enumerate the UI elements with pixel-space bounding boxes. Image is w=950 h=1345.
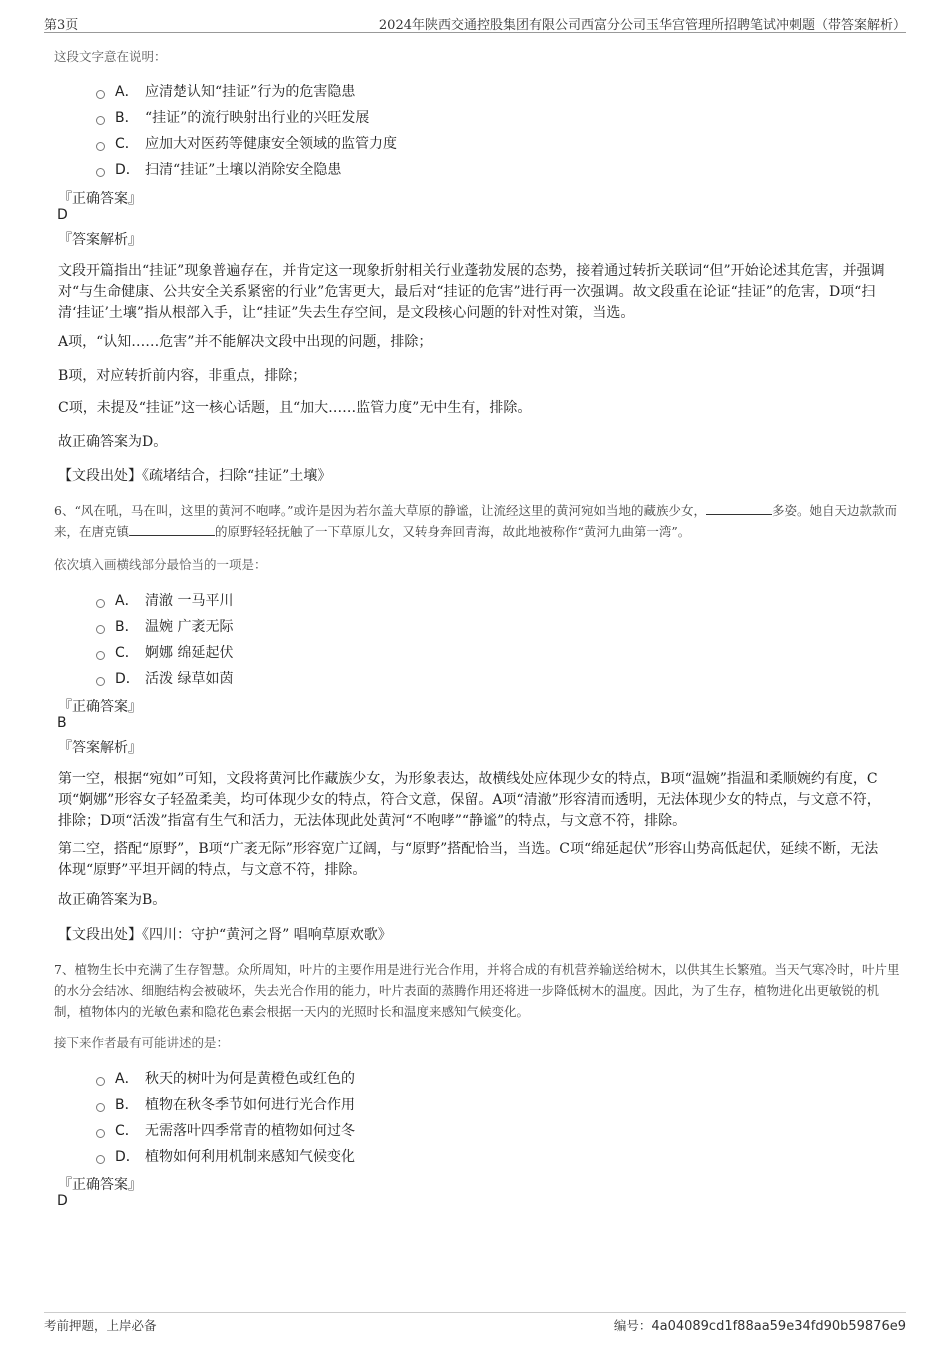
q6-answer-label: 『正确答案』: [58, 699, 142, 715]
q7-answer-label: 『正确答案』: [58, 1177, 142, 1193]
q5-analysis-para-3: B项，对应转折前内容，非重点，排除；: [58, 368, 307, 384]
q5-answer: D: [57, 207, 68, 223]
q7-stem: 7、植物生长中充满了生存智慧。众所周知，叶片的主要作用是进行光合作用，并将合成的有机营养输送给树木，以供其生长繁殖。当天气寒冷时，叶片里的水分会结冰、细胞结构会被破坏，失去光合作用的能力，叶片表面的蒸腾作用还将进一步降低树木的温度。因此，为了生存，植物进化出更敏锐的机制，植物体内的光敏色素和隐花色素会根据一天内的光照时长和温度来感知气候变化。: [54, 962, 900, 1019]
q5-source: 【文段出处】《疏堵结合，扫除“挂证”土壤》: [58, 468, 332, 484]
radio-button[interactable]: [96, 599, 105, 608]
radio-button[interactable]: [96, 116, 105, 125]
radio-button[interactable]: [96, 1077, 105, 1086]
q7-prompt: 接下来作者最有可能讲述的是：: [54, 1035, 230, 1050]
radio-button[interactable]: [96, 1103, 105, 1112]
q7-option-d[interactable]: D． 植物如何利用机制来感知气候变化: [96, 1145, 355, 1167]
q6-blank-2: [129, 521, 215, 536]
page-number: 第3页: [44, 18, 79, 33]
q6-option-d[interactable]: D． 活泼 绿草如茵: [96, 667, 233, 689]
q6-analysis-label: 『答案解析』: [58, 740, 142, 756]
radio-button[interactable]: [96, 1155, 105, 1164]
q6-analysis-para-2: 第二空，搭配“原野”，B项“广袤无际”形容宽广辽阔，与“原野”搭配恰当，当选。C项“绵延起伏”形容山势高低起伏，延续不断，无法体现“原野”平坦开阔的特点，与文意不符，排除。: [58, 841, 879, 878]
document-code: 4a04089cd1f88aa59e34fd90b59876e9: [651, 1319, 906, 1334]
footer-id: 编号：4a04089cd1f88aa59e34fd90b59876e9: [613, 1318, 906, 1334]
q5-analysis-para-1: 文段开篇指出“挂证”现象普遍存在，并肯定这一现象折射相关行业蓬勃发展的态势，接着通过转折关联词“但”开始论述其危害，并强调对“与生命健康、公共安全关系紧密的行业”危害更大，最后对“挂证的危害”进行再一次强调。故文段重在论证“挂证”的危害，D项“扫清‘挂证’土壤”指从根部入手，让“挂证”失去生存空间，是文段核心问题的针对性对策，当选。: [58, 263, 885, 321]
radio-button[interactable]: [96, 168, 105, 177]
q6-option-c[interactable]: C． 婀娜 绵延起伏: [96, 641, 233, 663]
q5-option-c[interactable]: C． 应加大对医药等健康安全领域的监管力度: [96, 132, 397, 154]
q5-analysis-para-5: 故正确答案为D。: [58, 434, 168, 450]
q5-option-b[interactable]: B． “挂证”的流行映射出行业的兴旺发展: [96, 106, 369, 128]
q6-analysis-para-1: 第一空，根据“宛如”可知，文段将黄河比作藏族少女，为形象表达，故横线处应体现少女的特点，B项“温婉”指温和柔顺婉约有度，C项“婀娜”形容女子轻盈柔美，均可体现少女的特点，符合文意，保留。A项“清澈”形容清而透明，无法体现少女的特点，与文意不符，排除；D项“活泼”指富有生气和活力，无法体现此处黄河“不咆哮”“静谧”的特点，与文意不符，排除。: [58, 771, 881, 829]
q6-prompt: 依次填入画横线部分最恰当的一项是：: [54, 557, 267, 572]
q6-blank-1: [706, 500, 772, 515]
q6-stem: 6、“风在吼，马在叫，这里的黄河不咆哮。”或许是因为若尔盖大草原的静谧，让流经这里的黄河宛如当地的藏族少女， 多姿。她自天边款款而来，在唐克镇 的原野轻轻抚触了一下草原儿女，又转身奔回青海，故此地被称作“黄河九曲第一湾”。: [54, 500, 900, 542]
radio-button[interactable]: [96, 1129, 105, 1138]
q6-source: 【文段出处】《四川：守护“黄河之肾” 唱响草原欢歌》: [58, 927, 392, 943]
footer-slogan: 考前押题，上岸必备: [44, 1318, 157, 1333]
radio-button[interactable]: [96, 90, 105, 99]
radio-button[interactable]: [96, 142, 105, 151]
q6-option-b[interactable]: B． 温婉 广袤无际: [96, 615, 233, 637]
page-footer: [44, 1312, 906, 1335]
document-title: 2024年陕西交通控股集团有限公司西富分公司玉华宫管理所招聘笔试冲刺题（带答案解析）: [378, 18, 906, 33]
q5-option-d[interactable]: D． 扫清“挂证”土壤以消除安全隐患: [96, 158, 341, 180]
radio-button[interactable]: [96, 651, 105, 660]
radio-button[interactable]: [96, 625, 105, 634]
q5-answer-label: 『正确答案』: [58, 191, 142, 207]
q7-option-b[interactable]: B． 植物在秋冬季节如何进行光合作用: [96, 1093, 355, 1115]
q5-analysis-label: 『答案解析』: [58, 232, 142, 248]
q5-prompt: 这段文字意在说明：: [54, 49, 167, 64]
q6-option-a[interactable]: A． 清澈 一马平川: [96, 589, 233, 611]
q7-option-c[interactable]: C． 无需落叶四季常青的植物如何过冬: [96, 1119, 355, 1141]
radio-button[interactable]: [96, 677, 105, 686]
q7-answer: D: [57, 1193, 68, 1209]
q5-option-a[interactable]: A． 应清楚认知“挂证”行为的危害隐患: [96, 80, 355, 102]
q5-analysis-para-2: A项，“认知……危害”并不能解决文段中出现的问题，排除；: [58, 334, 433, 350]
q6-answer: B: [57, 715, 67, 731]
q7-option-a[interactable]: A． 秋天的树叶为何是黄橙色或红色的: [96, 1067, 355, 1089]
page-header: [44, 12, 906, 33]
q5-analysis-para-4: C项，未提及“挂证”这一核心话题，且“加大……监管力度”无中生有，排除。: [58, 400, 532, 416]
q6-analysis-para-3: 故正确答案为B。: [58, 892, 167, 908]
